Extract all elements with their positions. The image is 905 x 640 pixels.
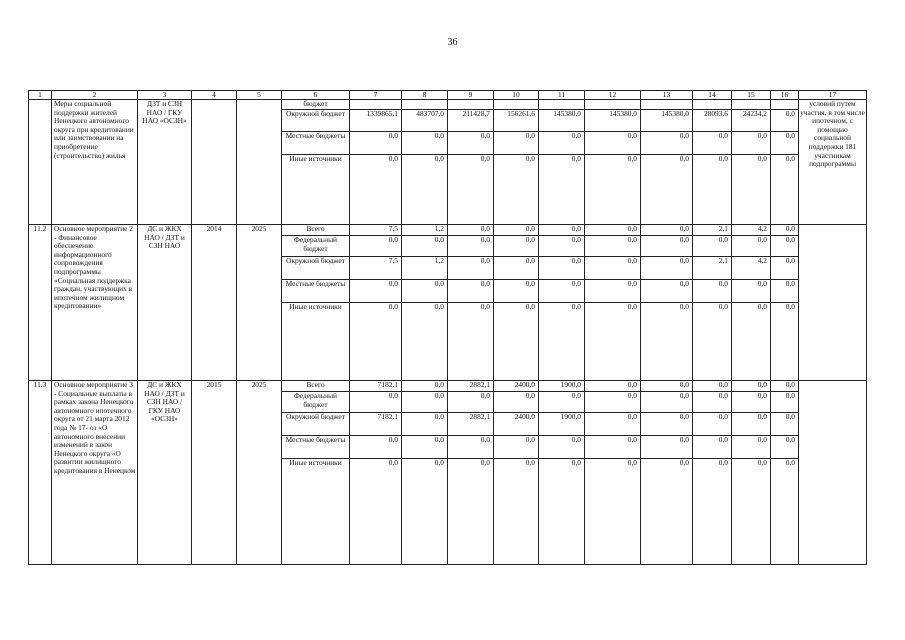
funding-source-cell: Окружной бюджет — [282, 110, 350, 132]
column-number-header: 7 — [350, 91, 402, 100]
funding-source-cell: бюджет — [282, 100, 350, 110]
amount-cell: 0,0 — [585, 413, 641, 436]
amount-cell: 0,0 — [693, 155, 732, 225]
amount-cell: 0,0 — [693, 459, 732, 565]
column-number-header: 6 — [282, 91, 350, 100]
amount-cell: 0,0 — [771, 132, 799, 155]
amount-cell: 1900,0 — [539, 413, 585, 436]
amount-cell: 0,0 — [693, 413, 732, 436]
amount-cell: 0,0 — [402, 413, 448, 436]
amount-cell: 0,0 — [771, 257, 799, 280]
amount-cell: 0,0 — [448, 155, 494, 225]
column-number-header: 10 — [494, 91, 539, 100]
amount-cell: 0,0 — [350, 392, 402, 413]
amount-cell: 0,0 — [539, 280, 585, 303]
amount-cell: 0,0 — [402, 303, 448, 381]
funding-source-cell: Иные источники — [282, 155, 350, 225]
amount-cell: 0,0 — [732, 413, 771, 436]
amount-cell: 2,1 — [693, 257, 732, 280]
amount-cell: 145380,0 — [585, 110, 641, 132]
amount-cell: 0,0 — [732, 132, 771, 155]
table-row — [29, 381, 867, 392]
amount-cell: 0,0 — [585, 303, 641, 381]
expected-result-cell — [799, 381, 867, 565]
page-number: 36 — [447, 37, 458, 48]
column-number-header: 9 — [448, 91, 494, 100]
amount-cell: 0,0 — [494, 236, 539, 257]
amount-cell: 0,0 — [641, 280, 693, 303]
amount-cell: 0,0 — [402, 155, 448, 225]
amount-cell: 0,0 — [350, 459, 402, 565]
header-row — [29, 91, 867, 100]
amount-cell: 1339865,1 — [350, 110, 402, 132]
amount-cell: 0,0 — [771, 280, 799, 303]
amount-cell: 2882,1 — [448, 413, 494, 436]
amount-cell: 0,0 — [539, 236, 585, 257]
expected-result-cell — [799, 225, 867, 381]
amount-cell: 0,0 — [494, 392, 539, 413]
amount-cell: 0,0 — [539, 392, 585, 413]
amount-cell: 0,0 — [732, 381, 771, 392]
funding-source-cell: Всего — [282, 225, 350, 236]
end-year-cell — [237, 100, 282, 225]
amount-cell: 0,0 — [448, 436, 494, 459]
column-number-header: 16 — [771, 91, 799, 100]
amount-cell: 0,0 — [350, 155, 402, 225]
amount-cell: 0,0 — [641, 459, 693, 565]
item-number-cell: 11.3 — [29, 381, 52, 565]
executor-cell: ДС и ЖКХ НАО / ДЗТ и СЗН НАО — [138, 225, 192, 381]
column-number-header: 12 — [585, 91, 641, 100]
amount-cell: 0,0 — [693, 303, 732, 381]
funding-source-cell: Федеральный бюджет — [282, 392, 350, 413]
amount-cell: 7182,1 — [350, 381, 402, 392]
executor-cell: ДС и ЖКХ НАО / ДЗТ и СЗН НАО / ГКУ НАО «ОСЗН» — [138, 381, 192, 565]
amount-cell: 0,0 — [771, 303, 799, 381]
table-row — [29, 225, 867, 236]
column-number-header: 1 — [29, 91, 52, 100]
amount-cell: 0,0 — [585, 280, 641, 303]
amount-cell: 0,0 — [585, 392, 641, 413]
amount-cell: 0,0 — [448, 225, 494, 236]
amount-cell: 0,0 — [585, 155, 641, 225]
amount-cell: 0,0 — [585, 236, 641, 257]
amount-cell: 0,0 — [585, 381, 641, 392]
amount-cell: 0,0 — [448, 280, 494, 303]
funding-source-cell: Иные источники — [282, 303, 350, 381]
amount-cell: 0,0 — [402, 436, 448, 459]
amount-cell: 145380,0 — [641, 110, 693, 132]
amount-cell — [771, 100, 799, 110]
funding-source-cell: Местные бюджеты — [282, 280, 350, 303]
amount-cell: 7,5 — [350, 225, 402, 236]
amount-cell: 0,0 — [641, 436, 693, 459]
amount-cell: 1,2 — [402, 257, 448, 280]
amount-cell: 156261,6 — [494, 110, 539, 132]
amount-cell: 0,0 — [494, 132, 539, 155]
amount-cell: 0,0 — [732, 280, 771, 303]
column-number-header: 14 — [693, 91, 732, 100]
amount-cell: 483707,0 — [402, 110, 448, 132]
amount-cell: 0,0 — [448, 257, 494, 280]
item-name-cell: Меры социальной поддержки жителей Ненецкого автономного округа при кредитовании или заимствовании на приобретение (строительство) жилья — [52, 100, 138, 225]
amount-cell: 0,0 — [771, 236, 799, 257]
table-row — [29, 100, 867, 110]
end-year-cell: 2025 — [237, 225, 282, 381]
amount-cell — [539, 100, 585, 110]
amount-cell: 0,0 — [771, 110, 799, 132]
amount-cell: 0,0 — [693, 381, 732, 392]
amount-cell: 0,0 — [771, 155, 799, 225]
amount-cell — [641, 100, 693, 110]
column-number-header: 11 — [539, 91, 585, 100]
amount-cell: 0,0 — [641, 236, 693, 257]
amount-cell — [448, 100, 494, 110]
amount-cell — [494, 100, 539, 110]
end-year-cell: 2025 — [237, 381, 282, 565]
amount-cell: 0,0 — [448, 392, 494, 413]
amount-cell: 0,0 — [693, 132, 732, 155]
amount-cell: 0,0 — [771, 436, 799, 459]
amount-cell: 0,0 — [641, 225, 693, 236]
column-number-header: 4 — [192, 91, 237, 100]
amount-cell: 24234,2 — [732, 110, 771, 132]
amount-cell: 0,0 — [641, 132, 693, 155]
program-table — [28, 90, 867, 565]
executor-cell: ДЗТ и СЗН НАО / ГКУ НАО «ОСЗН» — [138, 100, 192, 225]
amount-cell: 0,0 — [494, 257, 539, 280]
amount-cell: 0,0 — [494, 303, 539, 381]
amount-cell: 0,0 — [402, 392, 448, 413]
amount-cell: 1900,0 — [539, 381, 585, 392]
amount-cell — [585, 100, 641, 110]
amount-cell: 0,0 — [693, 236, 732, 257]
funding-source-cell: Окружной бюджет — [282, 413, 350, 436]
amount-cell: 0,0 — [585, 257, 641, 280]
column-number-header: 5 — [237, 91, 282, 100]
amount-cell: 7,5 — [350, 257, 402, 280]
amount-cell: 0,0 — [585, 436, 641, 459]
amount-cell: 0,0 — [771, 413, 799, 436]
amount-cell: 1,2 — [402, 225, 448, 236]
funding-source-cell: Местные бюджеты — [282, 436, 350, 459]
amount-cell: 0,0 — [585, 132, 641, 155]
column-number-header: 3 — [138, 91, 192, 100]
amount-cell: 2400,0 — [494, 413, 539, 436]
amount-cell: 0,0 — [494, 436, 539, 459]
amount-cell: 0,0 — [539, 303, 585, 381]
amount-cell: 0,0 — [448, 459, 494, 565]
funding-source-cell: Всего — [282, 381, 350, 392]
column-number-header: 17 — [799, 91, 867, 100]
funding-source-cell: Иные источники — [282, 459, 350, 565]
amount-cell: 0,0 — [350, 280, 402, 303]
amount-cell: 0,0 — [693, 280, 732, 303]
amount-cell: 0,0 — [539, 132, 585, 155]
column-number-header: 8 — [402, 91, 448, 100]
amount-cell: 0,0 — [402, 381, 448, 392]
amount-cell: 0,0 — [771, 459, 799, 565]
column-number-header: 15 — [732, 91, 771, 100]
funding-source-cell: Местные бюджеты — [282, 132, 350, 155]
amount-cell: 0,0 — [641, 392, 693, 413]
amount-cell: 0,0 — [539, 257, 585, 280]
amount-cell: 0,0 — [641, 413, 693, 436]
amount-cell: 0,0 — [494, 155, 539, 225]
amount-cell: 0,0 — [539, 155, 585, 225]
amount-cell: 28093,6 — [693, 110, 732, 132]
start-year-cell: 2015 — [192, 381, 237, 565]
item-name-cell: Основное мероприятие 3 - Социальные выплаты в рамках закона Ненецкого автономного ипотечного округа от 21 марта 2012 года № 17- оз «О автономного внесении изменений в закон Ненецкого округа «О развитии жилищного кредитования в Ненецком — [52, 381, 138, 565]
amount-cell: 0,0 — [732, 459, 771, 565]
amount-cell: 211428,7 — [448, 110, 494, 132]
amount-cell: 0,0 — [732, 436, 771, 459]
amount-cell: 0,0 — [732, 155, 771, 225]
amount-cell: 0,0 — [539, 459, 585, 565]
amount-cell: 4,2 — [732, 257, 771, 280]
amount-cell: 0,0 — [641, 155, 693, 225]
amount-cell — [732, 100, 771, 110]
amount-cell: 0,0 — [771, 225, 799, 236]
amount-cell: 0,0 — [771, 381, 799, 392]
amount-cell: 0,0 — [732, 392, 771, 413]
column-number-header: 2 — [52, 91, 138, 100]
start-year-cell: 2014 — [192, 225, 237, 381]
amount-cell: 0,0 — [350, 132, 402, 155]
amount-cell: 0,0 — [494, 459, 539, 565]
amount-cell: 0,0 — [732, 303, 771, 381]
amount-cell: 0,0 — [350, 303, 402, 381]
amount-cell: 7182,1 — [350, 413, 402, 436]
expected-result-cell: условий путем участия, в том числе ипотечном, с помощью социальной поддержки 181 участникам подпрограммы — [799, 100, 867, 225]
amount-cell: 0,0 — [350, 236, 402, 257]
amount-cell — [693, 100, 732, 110]
amount-cell: 0,0 — [641, 303, 693, 381]
amount-cell — [350, 100, 402, 110]
amount-cell: 0,0 — [402, 236, 448, 257]
amount-cell: 0,0 — [494, 225, 539, 236]
amount-cell: 2882,1 — [448, 381, 494, 392]
amount-cell: 0,0 — [350, 436, 402, 459]
amount-cell: 0,0 — [494, 280, 539, 303]
amount-cell: 145380,0 — [539, 110, 585, 132]
amount-cell: 0,0 — [585, 459, 641, 565]
amount-cell — [402, 100, 448, 110]
amount-cell: 0,0 — [448, 303, 494, 381]
item-name-cell: Основное мероприятие 2 - Финансовое обеспечение информационного сопровождения подпрограммы «Социальная поддержка граждан, участвующих в ипотечном жилищном кредитовании» — [52, 225, 138, 381]
amount-cell: 0,0 — [539, 436, 585, 459]
start-year-cell — [192, 100, 237, 225]
amount-cell: 0,0 — [585, 225, 641, 236]
item-number-cell: 11.2 — [29, 225, 52, 381]
amount-cell: 2400,0 — [494, 381, 539, 392]
amount-cell: 0,0 — [641, 381, 693, 392]
amount-cell: 0,0 — [693, 392, 732, 413]
amount-cell: 0,0 — [448, 132, 494, 155]
amount-cell: 0,0 — [693, 436, 732, 459]
funding-source-cell: Федеральный бюджет — [282, 236, 350, 257]
amount-cell: 0,0 — [402, 132, 448, 155]
column-number-header: 13 — [641, 91, 693, 100]
amount-cell: 4,2 — [732, 225, 771, 236]
amount-cell: 0,0 — [539, 225, 585, 236]
amount-cell: 0,0 — [771, 392, 799, 413]
amount-cell: 0,0 — [448, 236, 494, 257]
amount-cell: 0,0 — [402, 459, 448, 565]
amount-cell: 2,1 — [693, 225, 732, 236]
amount-cell: 0,0 — [402, 280, 448, 303]
amount-cell: 0,0 — [732, 236, 771, 257]
funding-source-cell: Окружной бюджет — [282, 257, 350, 280]
amount-cell: 0,0 — [641, 257, 693, 280]
item-number-cell — [29, 100, 52, 225]
